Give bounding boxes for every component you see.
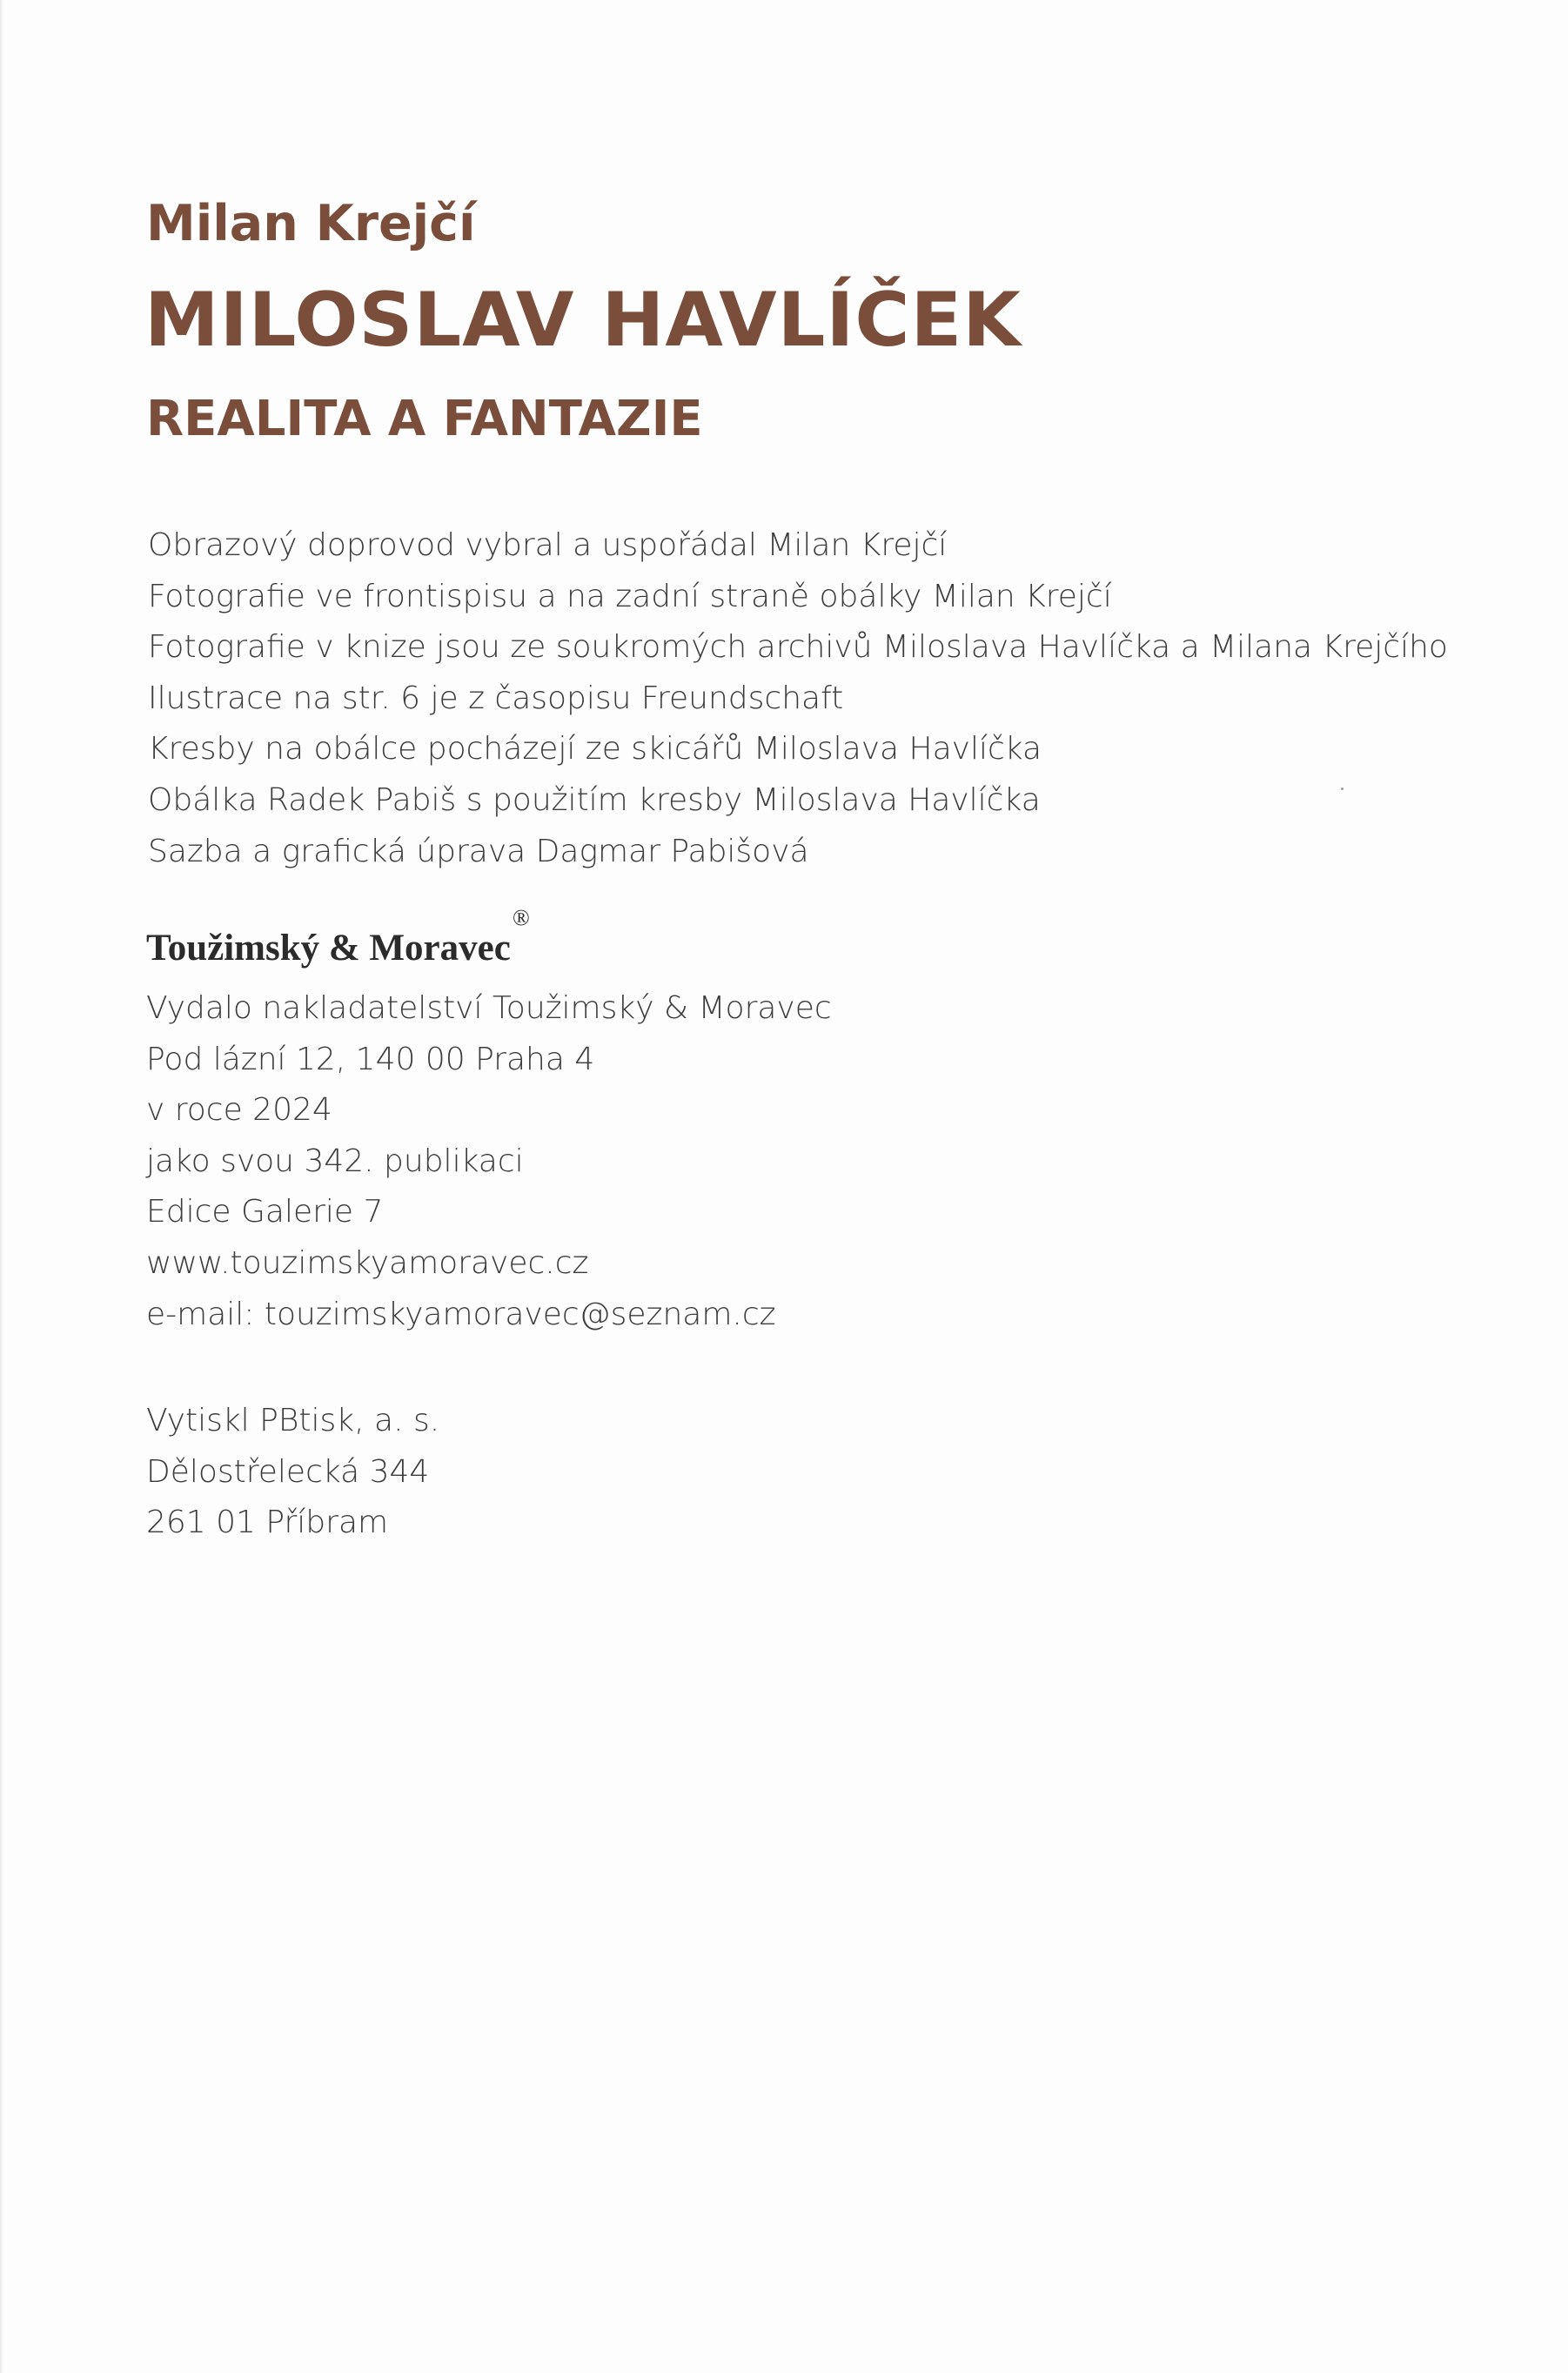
publisher-email: e-mail: touzimskyamoravec@seznam.cz	[146, 1296, 776, 1332]
page-edge-shadow	[0, 0, 3, 2373]
book-title: MILOSLAV HAVLÍČEK	[144, 277, 1022, 364]
scan-speck	[1341, 788, 1344, 790]
printer-city: 261 01 Příbram	[146, 1505, 389, 1541]
credit-line: Fotografie ve frontispisu a na zadní straně obálky Milan Krejčí	[148, 578, 1112, 614]
edition-name: Edice Galerie 7	[146, 1194, 384, 1230]
publisher-logo: Toužimský & Moravec	[146, 928, 511, 969]
credit-line: Ilustrace na str. 6 je z časopisu Freundschaft	[148, 680, 844, 716]
credit-line: Sazba a grafická úprava Dagmar Pabišová	[148, 833, 809, 869]
credit-line: Obrazový doprovod vybral a uspořádal Milan Krejčí	[148, 527, 948, 563]
printer-name: Vytiskl PBtisk, a. s.	[146, 1403, 440, 1438]
credits-list	[148, 520, 1448, 877]
registered-mark: ®	[513, 905, 530, 930]
author-name: Milan Krejčí	[146, 195, 476, 252]
book-subtitle: REALITA A FANTAZIE	[146, 391, 703, 447]
publication-year: v roce 2024	[146, 1092, 332, 1129]
printer-street: Dělostřelecká 344	[146, 1453, 430, 1490]
publisher-address: Pod lázní 12, 140 00 Praha 4	[146, 1041, 595, 1077]
credit-line: Obálka Radek Pabiš s použitím kresby Miloslava Havlíčka	[148, 781, 1041, 818]
publisher-line: Vydalo nakladatelství Toužimský & Moravec	[146, 990, 832, 1026]
credit-line: Fotografie v knize jsou ze soukromých archivů Miloslava Havlíčka a Milana Krejčího	[148, 629, 1448, 666]
printer-info	[146, 1396, 439, 1549]
publication-number: jako svou 342. publikaci	[146, 1143, 524, 1179]
publisher-info	[146, 983, 832, 1340]
publisher-website: www.touzimskyamoravec.cz	[146, 1244, 589, 1281]
credit-line: Kresby na obálce pocházejí ze skicářů Miloslava Havlíčka	[148, 731, 1042, 768]
